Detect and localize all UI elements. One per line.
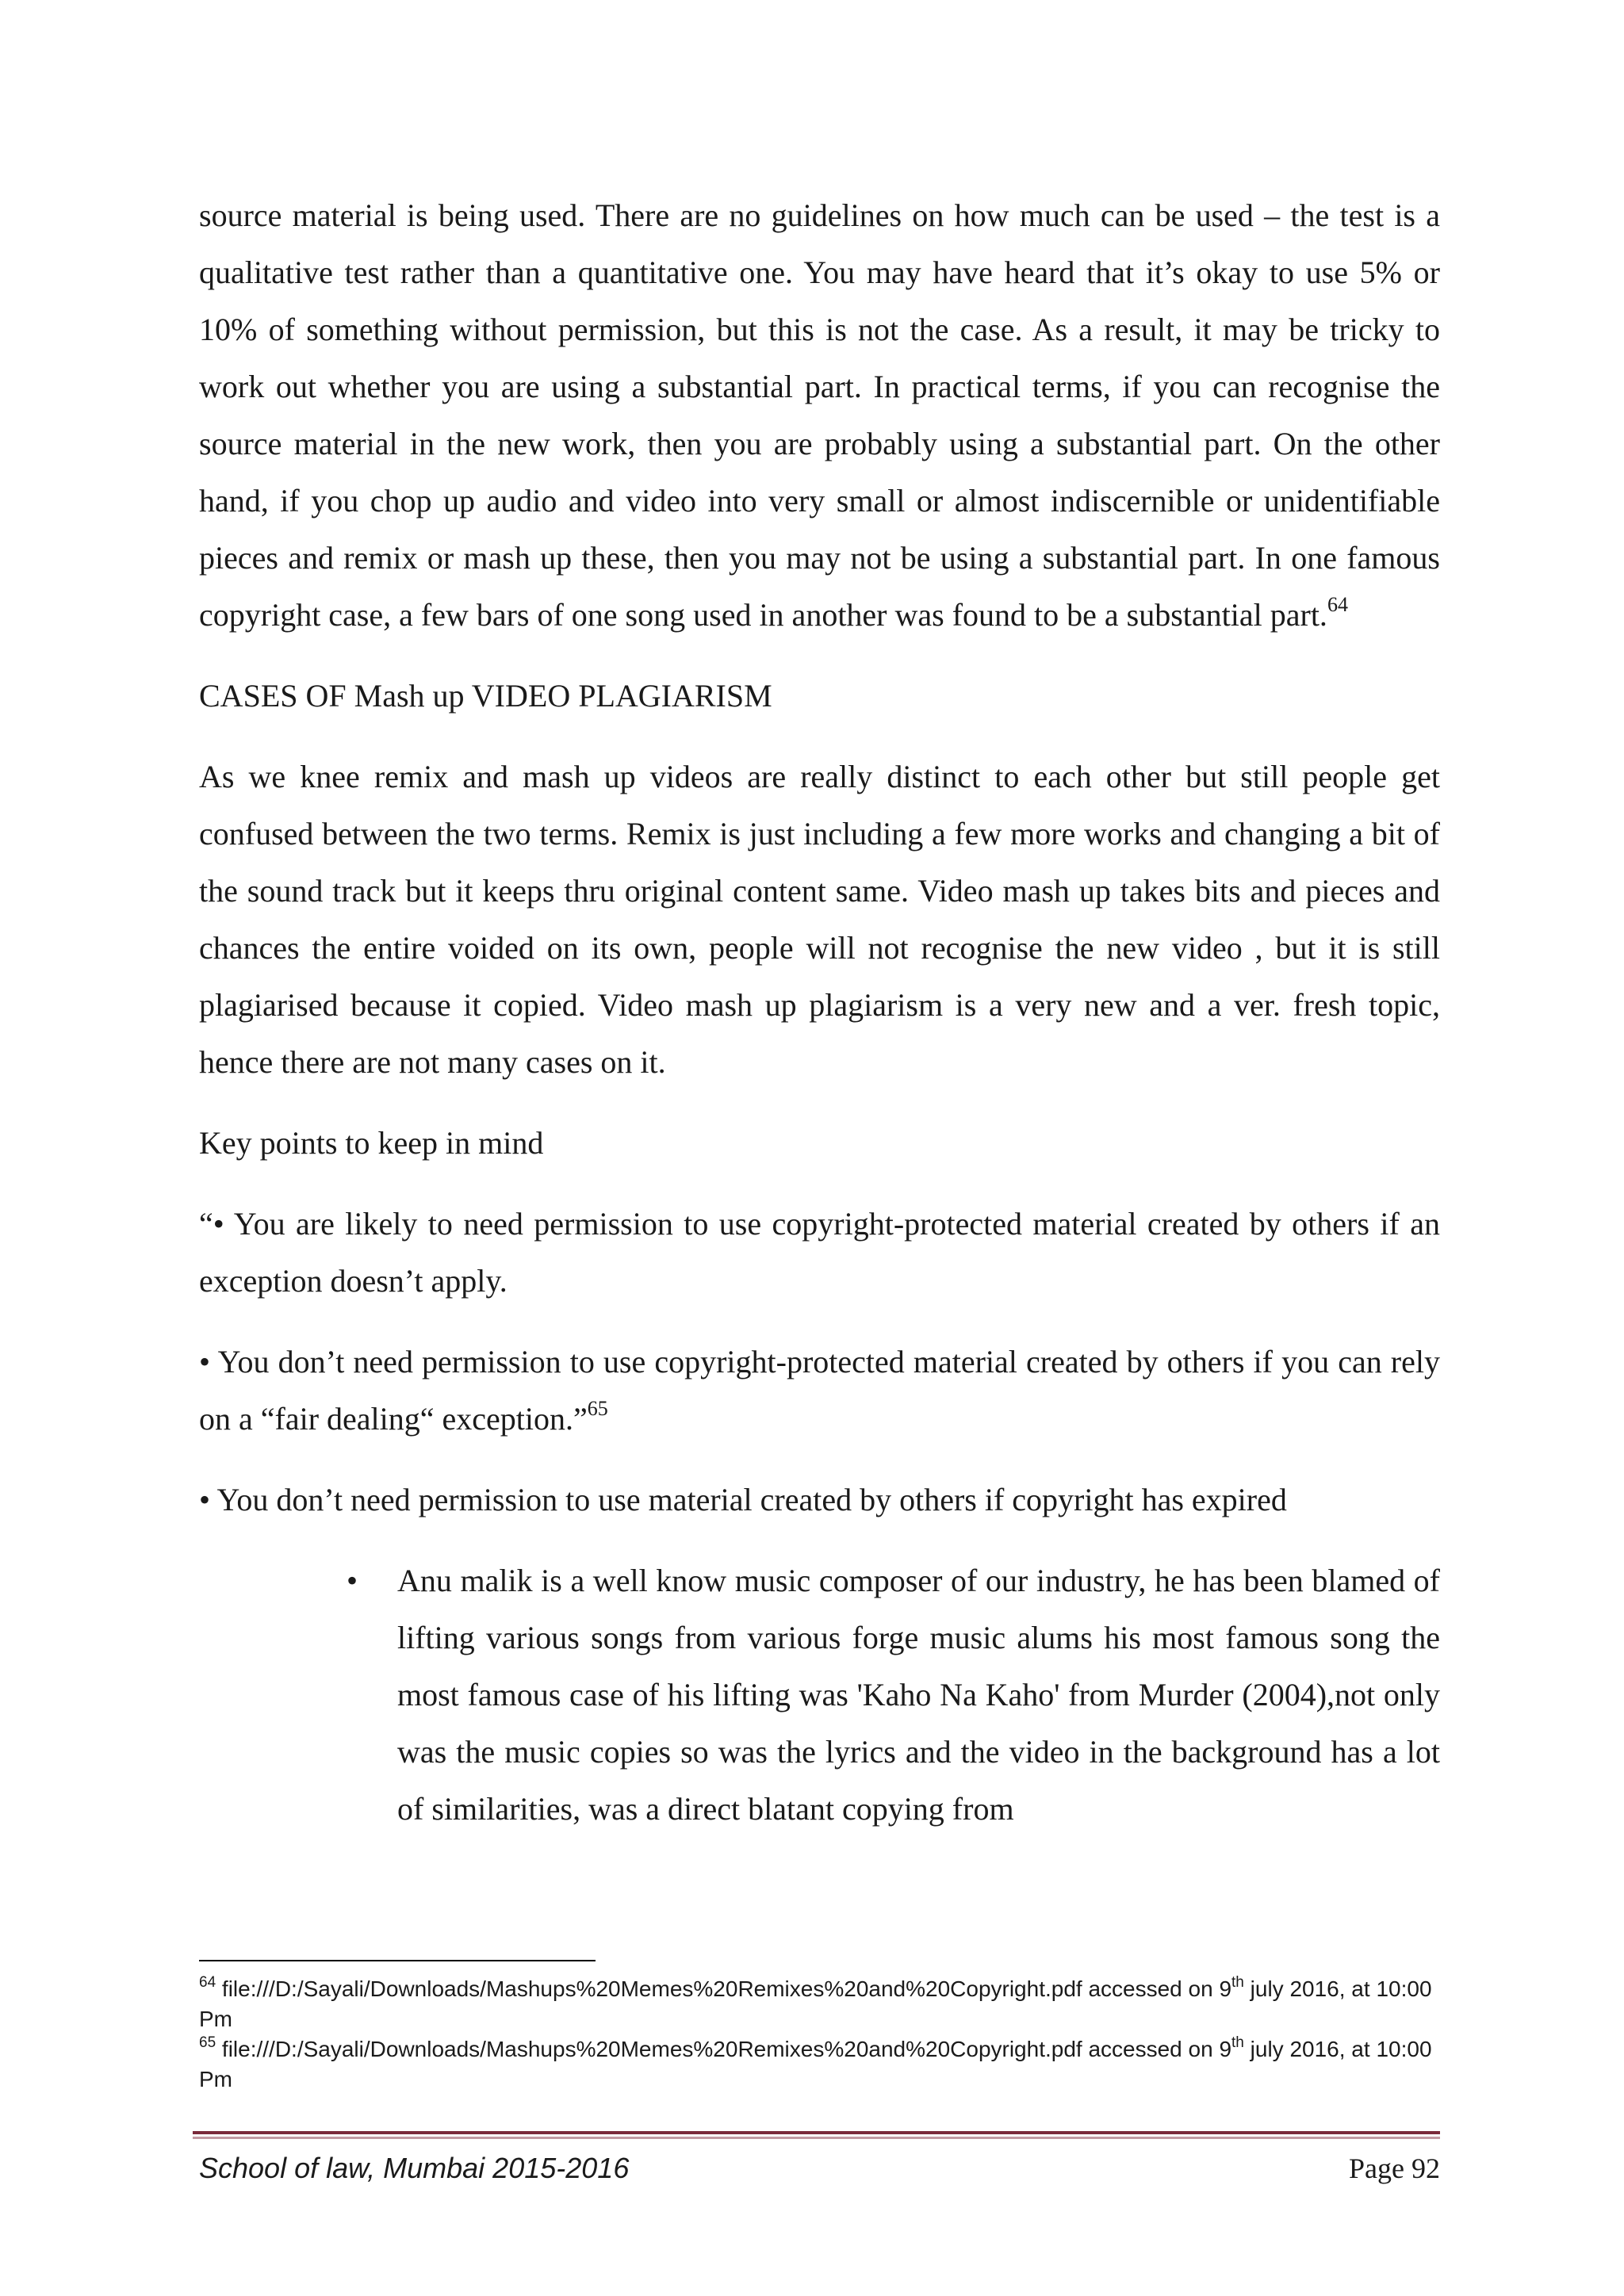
key-point-item: “• You are likely to need permission to use copyright-protected material created by others if an exception doesn’t apply. bbox=[199, 1206, 1440, 1299]
key-point-item bbox=[199, 1334, 1440, 1448]
footnote-ref[interactable]: 64 bbox=[1327, 592, 1348, 616]
footnote-date: july 2016, at 10:00 Pm bbox=[199, 1976, 1432, 2031]
page-number: Page 92 bbox=[1349, 2152, 1440, 2184]
footnote-date: july 2016, at 10:00 Pm bbox=[199, 2037, 1432, 2091]
bullet-text: Anu malik is a well know music composer of our industry, he has been blamed of lifting various songs from various forge music alums his most famous song the most famous case of his lifting was 'Kaho Na Kaho' from Murder (2004),not only was the music copies so was the lyrics and the video in the background has a lot of similarities, was a direct blatant copying from bbox=[397, 1563, 1440, 1827]
footnote-number: 65 bbox=[199, 2034, 216, 2051]
footnote-ref[interactable]: 65 bbox=[587, 1396, 608, 1420]
footnote-link[interactable]: file:///D:/Sayali/Downloads/Mashups%20Memes%20Remixes%20and%20Copyright.pdf accessed on 9 bbox=[216, 2037, 1232, 2061]
key-point-item: • You don’t need permission to use material created by others if copyright has expired bbox=[199, 1482, 1287, 1517]
key-point-text: • You don’t need permission to use copyright-protected material created by others if you can rely on a “fair dealing“ exception.” bbox=[199, 1344, 1440, 1437]
bullet-icon: • bbox=[347, 1563, 358, 1598]
footnote-link[interactable]: file:///D:/Sayali/Downloads/Mashups%20Memes%20Remixes%20and%20Copyright.pdf accessed on 9 bbox=[216, 1976, 1232, 2001]
key-points-label: Key points to keep in mind bbox=[199, 1125, 544, 1161]
page-body bbox=[199, 187, 1440, 1838]
footnote-ordinal: th bbox=[1231, 2034, 1244, 2051]
footnote-divider bbox=[199, 1960, 596, 1961]
footer-rule bbox=[193, 2131, 1440, 2134]
footnote-ordinal: th bbox=[1231, 1973, 1244, 1991]
body-paragraph: As we knee remix and mash up videos are really distinct to each other but still people get confused between the two terms. Remix is just including a few more works and changing a bit of the sound track but it keeps thru original content same. Video mash up takes bits and pieces and chances the entire voided on its own, people will not recognise the new video , but it is still plagiarised because it copied. Video mash up plagiarism is a very new and a ver. fresh topic, hence there are not many cases on it. bbox=[199, 759, 1440, 1080]
footnote-item bbox=[199, 1974, 1440, 2034]
section-heading: CASES OF Mash up VIDEO PLAGIARISM bbox=[199, 678, 772, 714]
footnote-item bbox=[199, 2034, 1440, 2095]
footnote-number: 64 bbox=[199, 1973, 216, 1991]
bullet-list-item bbox=[199, 1552, 1440, 1838]
footnotes-section bbox=[199, 1960, 1440, 2095]
body-paragraph bbox=[199, 187, 1440, 644]
paragraph-text: source material is being used. There are no guidelines on how much can be used – the test is a qualitative test rather than a quantitative one. You may have heard that it’s okay to use 5% or 10% of something without permission, but this is not the case. As a result, it may be tricky to work out whether you are using a substantial part. In practical terms, if you can recognise the source material in the new work, then you are probably using a substantial part. On the other hand, if you chop up audio and video into very small or almost indiscernible or unidentifiable pieces and remix or mash up these, then you may not be using a substantial part. In one famous copyright case, a few bars of one song used in another was found to be a substantial part. bbox=[199, 197, 1440, 633]
footer-institution: School of law, Mumbai 2015-2016 bbox=[199, 2152, 630, 2184]
footer-rule-thin bbox=[193, 2137, 1440, 2139]
